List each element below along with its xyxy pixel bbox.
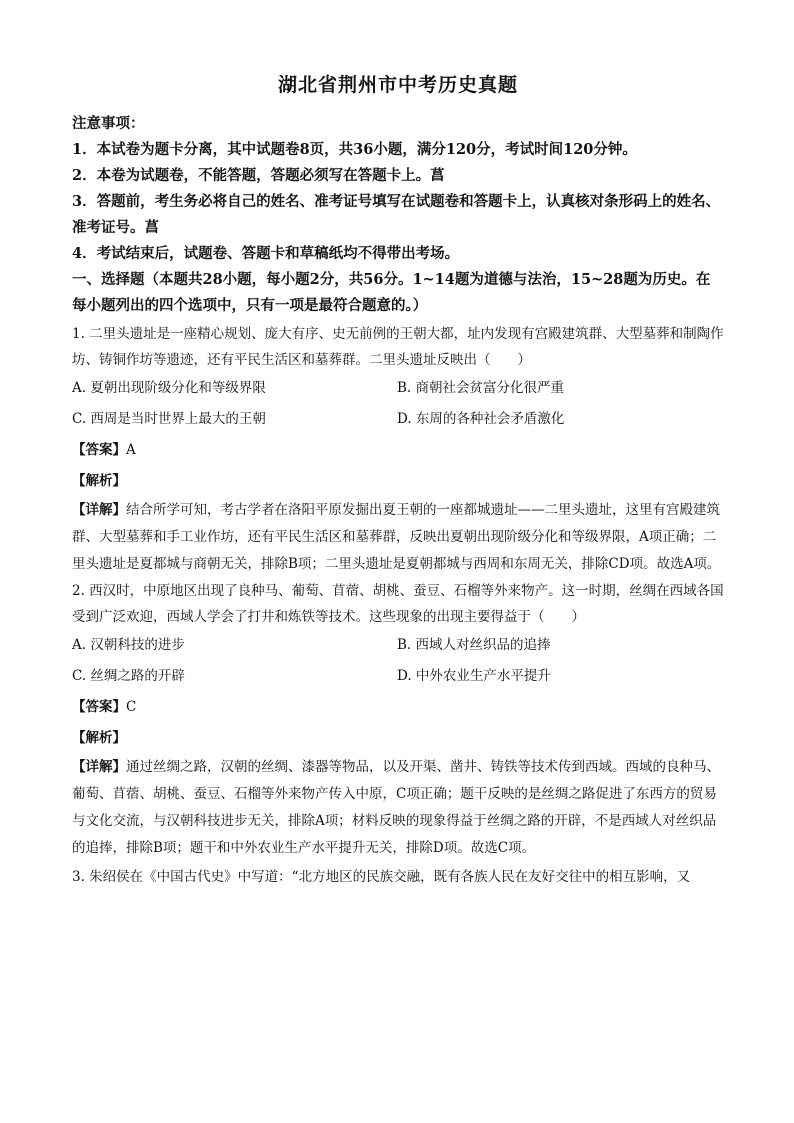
analysis-label: 【解析】 [72, 730, 126, 746]
option-a: A. 汉朝科技的进步 [72, 637, 185, 653]
option-d: D. 东周的各种社会矛盾激化 [397, 411, 565, 427]
detail-text: 结合所学可知，考古学者在洛阳平原发掘出夏王朝的一座都城遗址——二里头遗址，这里有宫殿建筑群、大型墓葬和手工业作坊，还有平民生活区和墓葬群，反映出夏朝出现阶级分化和等级界限，A项正确；二里头遗址是夏都城与商朝无关，排除B项；二里头遗址是夏朝都城与西周和东周无关，排除CD项。故选A项。 [72, 502, 721, 572]
question-3-stem: 3. 朱绍侯在《中国古代史》中写道：“北方地区的民族交融，既有各族人民在友好交往中的相互影响，又 [72, 869, 691, 885]
detail-paragraph [72, 497, 724, 578]
question-stem: 1. 二里头遗址是一座精心规划、庞大有序、史无前例的王朝大都，址内发现有宫殿建筑群、大型墓葬和制陶作坊、铸铜作坊等遗迹，还有平民生活区和墓葬群。二里头遗址反映出（ ） [72, 326, 724, 368]
analysis-label: 【解析】 [72, 473, 126, 489]
question-1 [72, 321, 724, 578]
answer-value: A [126, 442, 136, 458]
option-a: A. 夏朝出现阶级分化和等级界限 [72, 380, 266, 396]
notice-item: 3．答题前，考生务必将自己的姓名、准考证号填写在试题卷和答题卡上，认真核对条形码上的姓名、准考证号。菖 [72, 193, 721, 236]
answer-value: C [126, 699, 137, 715]
answer-line [72, 435, 724, 466]
notice-item: 1．本试卷为题卡分离，其中试题卷8页，共36小题，满分120分，考试时间120分钟。 [72, 141, 637, 158]
answer-line [72, 692, 724, 723]
option-list [72, 630, 724, 692]
detail-label: 【详解】 [72, 759, 126, 775]
option-list [72, 373, 724, 435]
notice-item: 2．本卷为试题卷，不能答题，答题必须写在答题卡上。菖 [72, 167, 445, 184]
detail-paragraph [72, 754, 724, 862]
option-d: D. 中外农业生产水平提升 [397, 668, 551, 684]
option-b: B. 西域人对丝织品的追捧 [397, 637, 551, 653]
detail-label: 【详解】 [72, 502, 126, 518]
option-c: C. 西周是当时世界上最大的王朝 [72, 411, 266, 427]
answer-label: 【答案】 [72, 442, 126, 458]
question-2 [72, 578, 724, 862]
option-c: C. 丝绸之路的开辟 [72, 668, 185, 684]
question-stem: 2. 西汉时，中原地区出现了良种马、葡萄、苜蓿、胡桃、蚕豆、石榴等外来物产。这一时期，丝绸在西域各国受到广泛欢迎，西域人学会了打井和炼铁等技术。这些现象的出现主要得益于（ ） [72, 583, 724, 625]
exam-page [72, 70, 724, 890]
option-b: B. 商朝社会贫富分化很严重 [397, 380, 565, 396]
page-title: 湖北省荆州市中考历史真题 [277, 74, 518, 96]
section-heading: 一、选择题（本题共28小题，每小题2分，共56分。1~14题为道德与法治，15~28题为历史。在每小题列出的四个选项中，只有一项是最符合题意的。） [72, 271, 711, 314]
detail-text: 通过丝绸之路，汉朝的丝绸、漆器等物品，以及开渠、凿井、铸铁等技术传到西域。西域的良种马、葡萄、苜蓿、胡桃、蚕豆、石榴等外来物产传入中原，C项正确；题干反映的是丝绸之路促进了东西方的贸易与文化交流，与汉朝科技进步无关，排除A项；材料反映的现象得益于丝绸之路的开辟，不是西域人对丝织品的追捧，排除B项；题干和中外农业生产水平提升无关，排除D项。故选C项。 [72, 759, 720, 856]
notice-heading: 注意事项： [72, 115, 145, 132]
answer-label: 【答案】 [72, 699, 126, 715]
notice-item: 4．考试结束后，试题卷、答题卡和草稿纸均不得带出考场。 [72, 245, 460, 262]
